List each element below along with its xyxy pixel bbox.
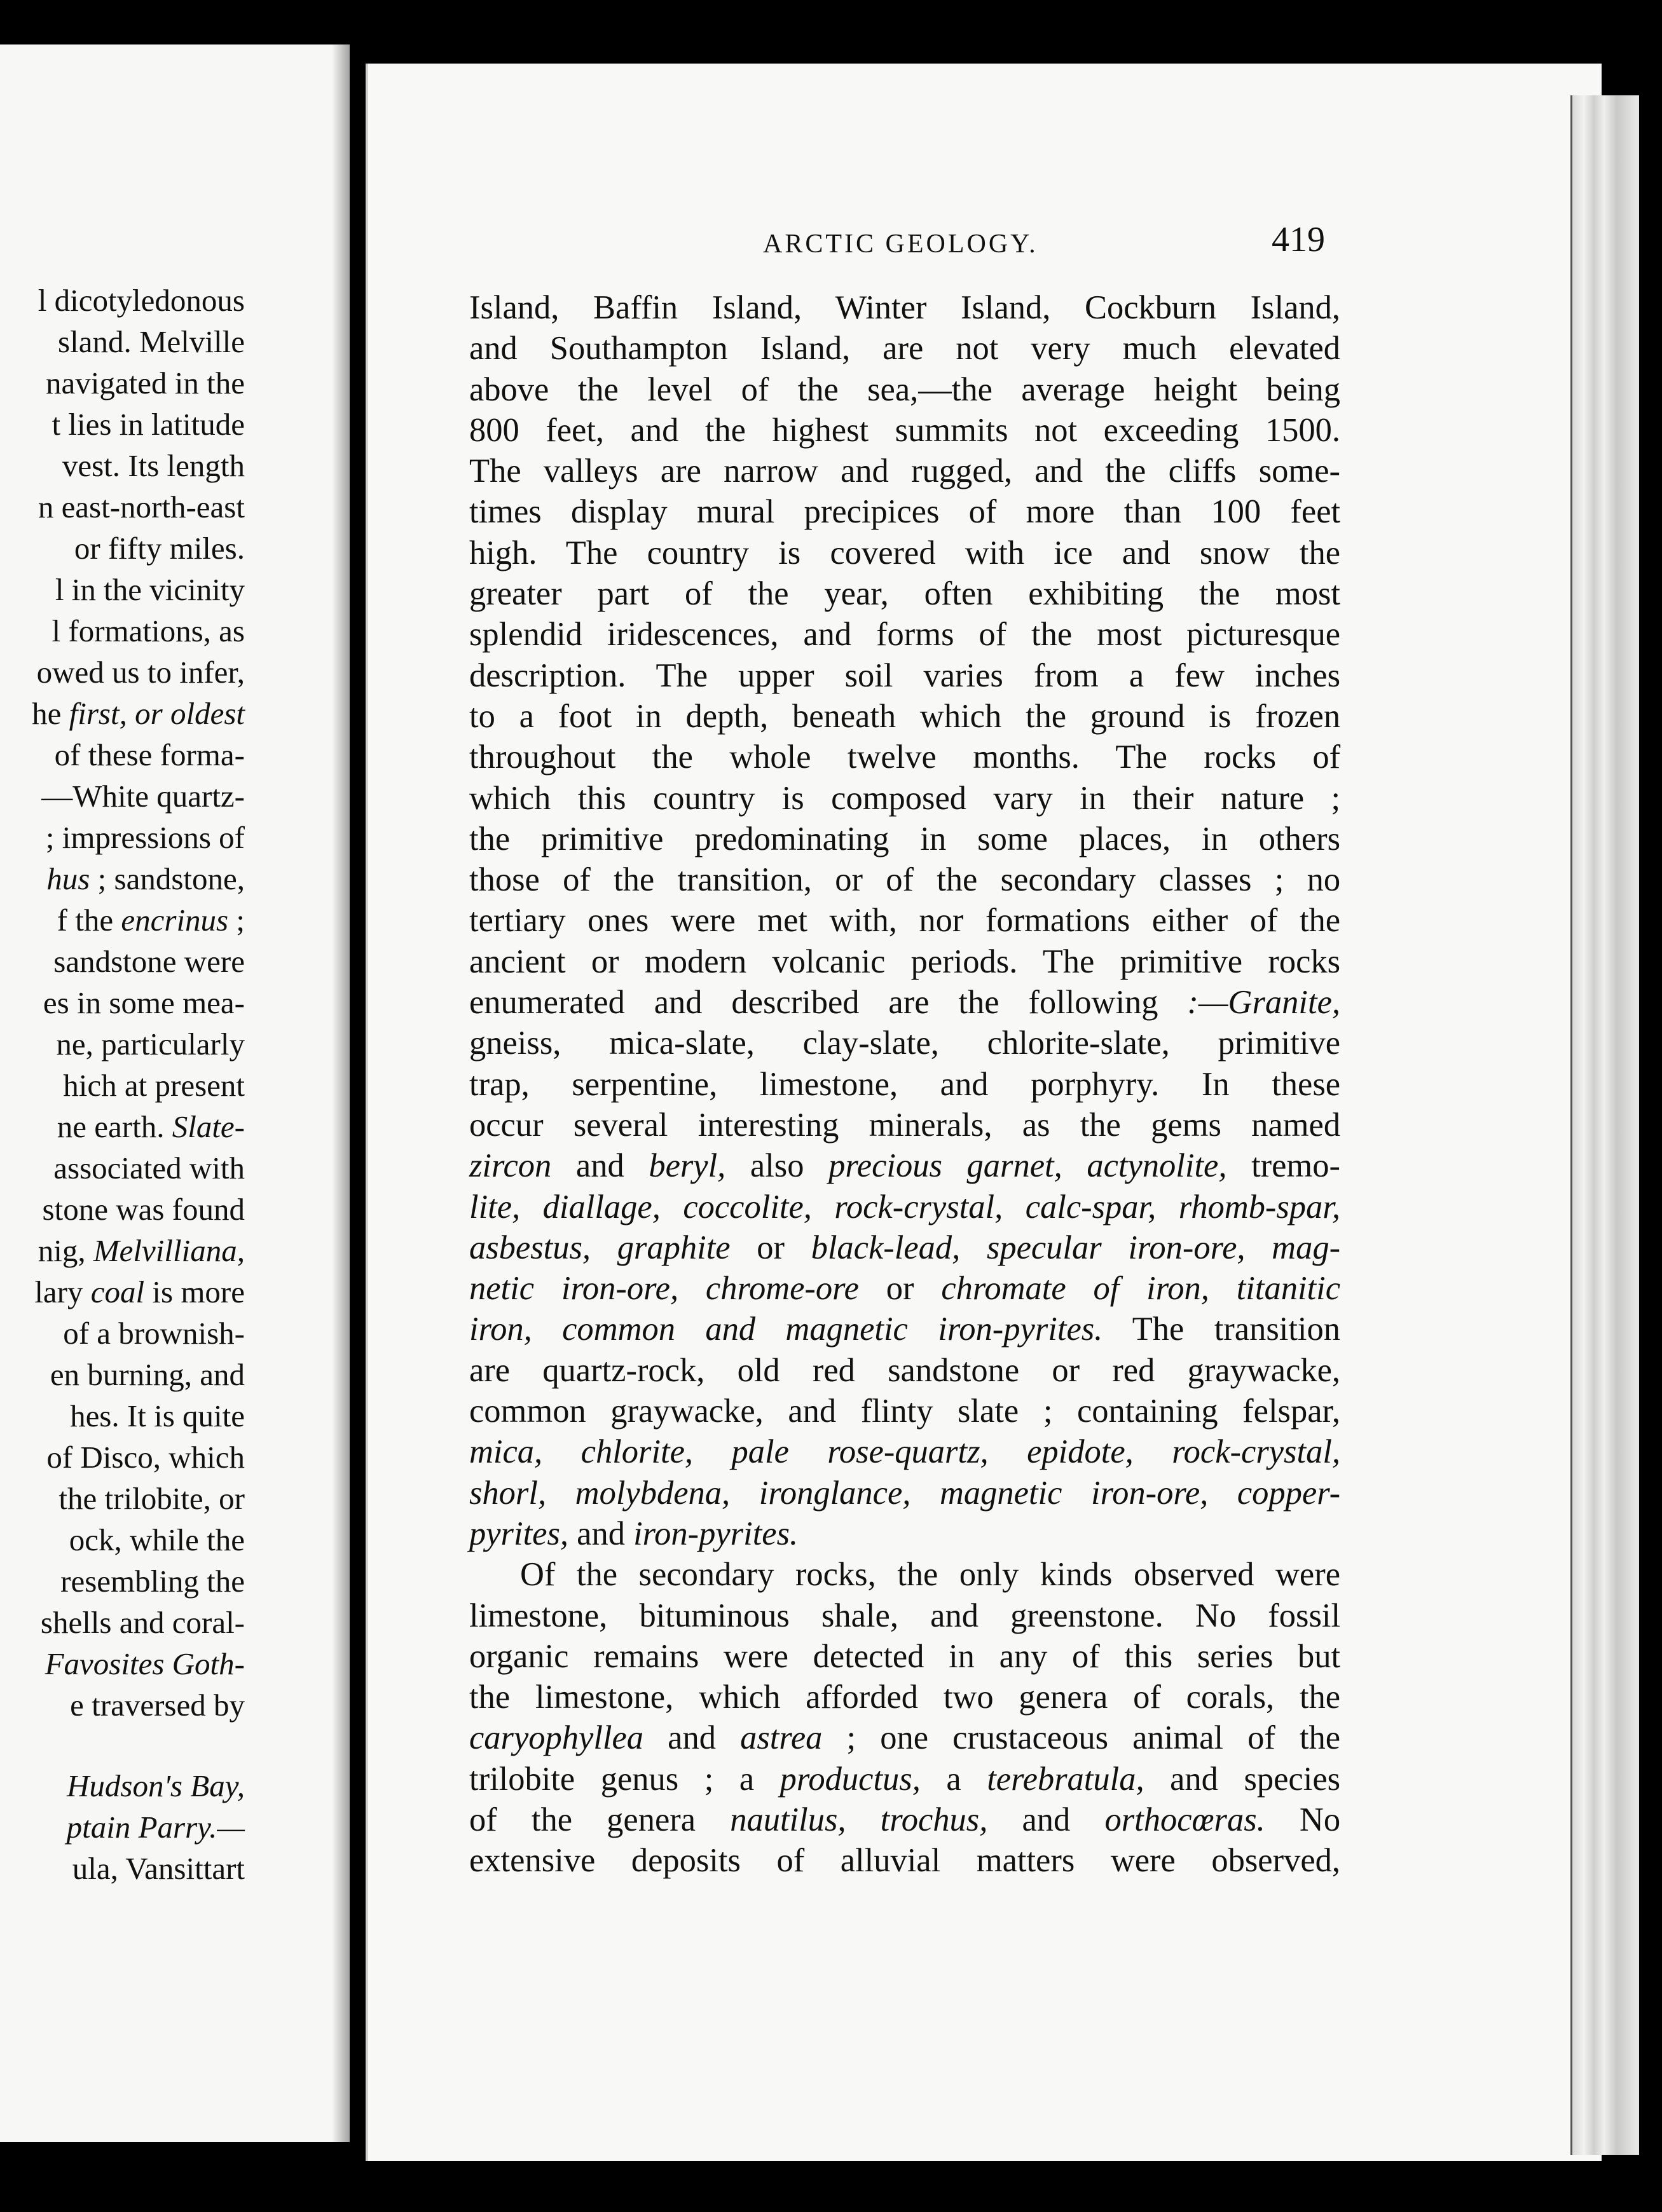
left-text-line: sland. Melville [58,324,245,359]
text-line: extensive deposits of alluvial matters were observed, [469,1842,1341,1880]
left-text-line: hes. It is quite [70,1398,245,1433]
text-line: netic iron-ore, chrome-ore or chromate of iron, titanitic [469,1270,1341,1307]
text-line: to a foot in depth, beneath which the ground is frozen [469,697,1341,735]
left-text-line: navigated in the [46,365,245,400]
left-text-line: es in some mea- [43,985,245,1020]
text-line: enumerated and described are the following :—Granite, [469,984,1340,1021]
text-line: and Southampton Island, are not very much elevated [469,330,1341,367]
left-text-line: of these forma- [54,737,245,772]
left-text-line: ptain Parry.— [66,1810,245,1845]
page-edge-stack [1570,95,1639,2155]
left-text-line: hich at present [63,1068,245,1103]
left-text-line: hus ; sandstone, [46,861,245,896]
text-line: greater part of the year, often exhibiting the most [469,575,1340,613]
text-line: the primitive predominating in some places, in others [469,820,1341,857]
text-line: ancient or modern volcanic periods. The primitive rocks [469,943,1341,980]
text-line: times display mural precipices of more than 100 feet [469,493,1341,531]
text-line: occur several interesting minerals, as the gems named [469,1106,1341,1144]
left-text-line: of a brownish- [63,1316,245,1351]
text-line: Of the secondary rocks, the only kinds observed were [520,1556,1341,1594]
left-text-line: n east-north-east [38,489,245,524]
left-text-line: l in the vicinity [55,572,245,607]
text-line: mica, chlorite, pale rose-quartz, epidote, rock-crystal, [469,1433,1341,1471]
left-text-line: en burning, and [50,1357,245,1392]
text-line: The valleys are narrow and rugged, and the cliffs some- [469,453,1341,490]
left-text-line: of Disco, which [46,1440,245,1475]
text-line: zircon and beryl, also precious garnet, actynolite, tremo- [469,1147,1341,1185]
left-text-line: the trilobite, or [58,1481,245,1516]
left-text-line: vest. Its length [62,448,245,483]
left-text-line: Favosites Goth- [45,1646,245,1681]
left-page-text [0,280,245,1889]
text-line: above the level of the sea,—the average height being [469,371,1341,408]
left-text-line: owed us to infer, [36,655,245,690]
text-line: of the genera nautilus, trochus, and orthocœras. No [469,1801,1341,1838]
left-text-line: stone was found [42,1192,245,1227]
left-facing-page [0,44,350,2142]
left-text-line: he first, or oldest [32,696,245,731]
left-text-line: f the encrinus ; [57,903,245,938]
text-line: caryophyllea and astrea ; one crustaceous animal of the [469,1719,1341,1757]
left-paragraph-gap [0,1726,245,1765]
text-line: high. The country is covered with ice and snow the [469,534,1341,571]
left-text-line: associated with [53,1150,245,1185]
text-line: iron, common and magnetic iron-pyrites. The transition [469,1311,1341,1348]
text-line: gneiss, mica-slate, clay-slate, chlorite-slate, primitive [469,1025,1340,1062]
text-line: splendid iridescences, and forms of the most picturesque [469,616,1341,653]
left-text-line: sandstone were [53,944,245,979]
page-body [469,287,1340,1881]
text-line: tertiary ones were met with, nor formations either of the [469,902,1341,939]
left-text-line: nig, Melvilliana, [38,1233,245,1268]
text-line: trilobite genus ; a productus, a terebratula, and species [469,1760,1341,1798]
text-line: shorl, molybdena, ironglance, magnetic iron-ore, copper- [469,1474,1341,1512]
left-text-line: ula, Vansittart [72,1851,245,1886]
text-line: pyrites, and iron-pyrites. [469,1515,799,1552]
left-text-line: —White quartz- [41,779,245,814]
left-text-line: ne earth. Slate- [57,1109,245,1144]
gutter-shadow [332,44,350,2142]
text-line: throughout the whole twelve months. The rocks of [469,739,1341,776]
left-text-line: t lies in latitude [52,407,245,442]
left-text-line: ; impressions of [45,820,245,855]
page-number: 419 [1272,220,1325,259]
text-line: which this country is composed vary in their nature ; [469,779,1341,817]
left-text-line: ne, particularly [56,1027,245,1062]
text-line: trap, serpentine, limestone, and porphyry. In these [469,1065,1341,1103]
left-text-line: e traversed by [70,1688,245,1723]
left-text-line: l formations, as [52,613,245,648]
left-text-line: or fifty miles. [74,531,245,566]
text-line: Island, Baffin Island, Winter Island, Cockburn Island, [469,289,1341,326]
text-line: description. The upper soil varies from a few inches [469,657,1341,694]
running-title: ARCTIC GEOLOGY. [763,229,1038,259]
text-line: 800 feet, and the highest summits not exceeding 1500. [469,411,1341,449]
text-line: the limestone, which afforded two genera of corals, the [469,1679,1341,1716]
left-text-line: ock, while the [69,1522,245,1557]
left-text-line: l dicotyledonous [38,283,245,318]
text-line: limestone, bituminous shale, and greenstone. No fossil [469,1597,1341,1634]
left-text-line: shells and coral- [40,1605,245,1640]
left-text-line: lary coal is more [34,1274,245,1309]
text-line: organic remains were detected in any of this series but [469,1637,1341,1675]
left-text-line: Hudson's Bay, [67,1768,245,1803]
text-line: asbestus, graphite or black-lead, specular iron-ore, mag- [469,1229,1341,1266]
text-line: are quartz-rock, old red sandstone or red graywacke, [469,1351,1341,1389]
left-text-line: resembling the [60,1564,245,1599]
text-line: those of the transition, or of the secondary classes ; no [469,861,1341,899]
text-line: common graywacke, and flinty slate ; containing felspar, [469,1393,1341,1430]
text-line: lite, diallage, coccolite, rock-crystal, calc-spar, rhomb-spar, [469,1188,1341,1225]
